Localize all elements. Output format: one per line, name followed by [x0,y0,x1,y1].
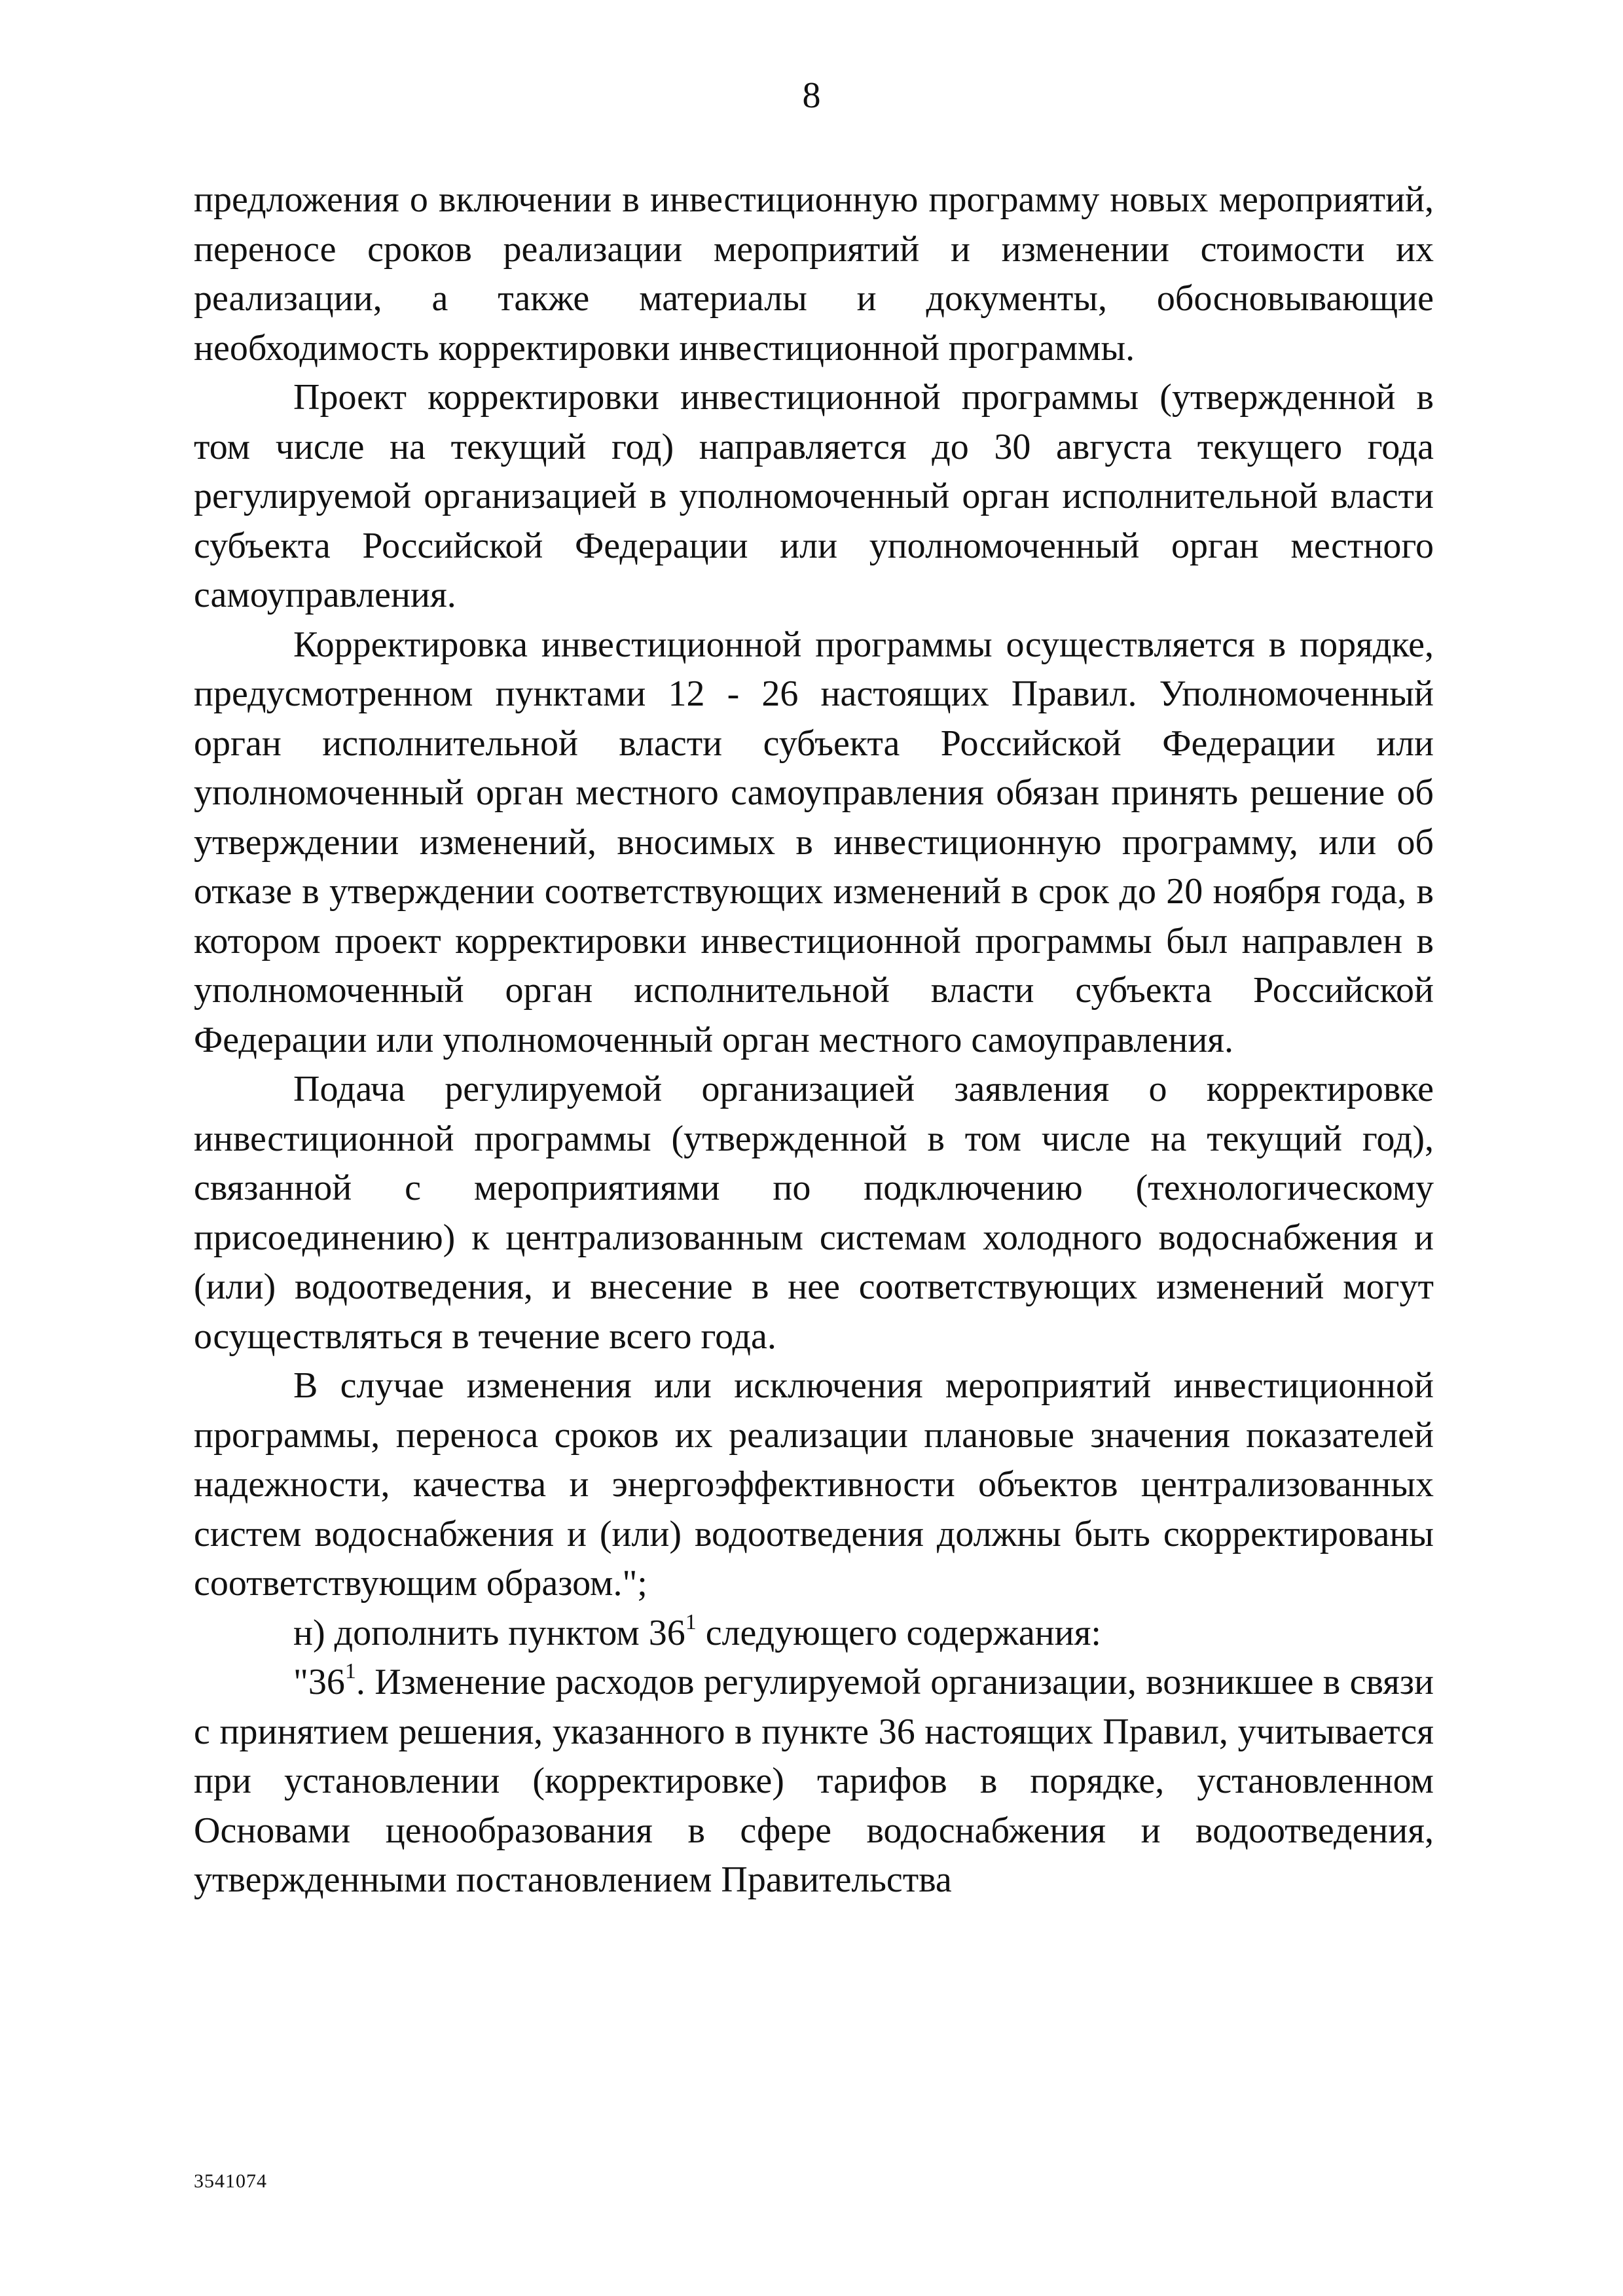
amendment-n-text-end: следующего содержания: [696,1612,1101,1653]
paragraph-correction-procedure: Корректировка инвестиционной программы осуществляется в порядке, предусмотренном пунктами 12 - 26 настоящих Правил. Уполномоченный орган исполнительной власти субъекта Российской Федерации или уполномоченный орган местного самоуправления обязан принять решение об утверждении изменений, вносимых в инвестиционную программу, или об отказе в утверждении соответствующих изменений в срок до 20 ноября года, в котором проект корректировки инвестиционной программы был направлен в уполномоченный орган исполнительной власти субъекта Российской Федерации или уполномоченный орган местного самоуправления. [194,624,1434,1060]
paragraph-amendment-n [194,1609,1434,1659]
paragraph-continuation: предложения о включении в инвестиционную программу новых мероприятий, переносе сроков реализации мероприятий и изменении стоимости их реализации, а также материалы и документы, обосновывающие необходимость корректировки инвестиционной программы. [194,179,1434,368]
paragraph-clause-36-1 [194,1658,1434,1905]
paragraph-indicators-adjustment: В случае изменения или исключения мероприятий инвестиционной программы, переноса сроков их реализации плановые значения показателей надежности, качества и энергоэффективности объектов централизованных систем водоснабжения и (или) водоотведения должны быть скорректированы соответствующим образом."; [194,1365,1434,1604]
document-code: 3541074 [194,2170,267,2192]
paragraph-project-correction: Проект корректировки инвестиционной программы (утвержденной в том числе на текущий год) направляется до 30 августа текущего года регулируемой организацией в уполномоченный орган исполнительной власти субъекта Российской Федерации или уполномоченный орган местного самоуправления. [194,377,1434,615]
amendment-n-text: н) дополнить пунктом 36 [293,1612,685,1653]
document-body [194,175,1434,1905]
clause-superscript: 1 [344,1659,356,1684]
amendment-n-superscript: 1 [685,1609,697,1634]
clause-text: . Изменение расходов регулируемой организации, возникшее в связи с принятием решения, указанного в пункте 36 настоящих Правил, учитывается при установлении (корректировке) тарифов в порядке, установленном Основами ценообразования в сфере водоснабжения и водоотведения, утвержденными постановлением Правительства [194,1662,1434,1900]
clause-number: "36 [293,1662,345,1702]
page-number: 8 [802,75,821,116]
paragraph-application-submission: Подача регулируемой организацией заявления о корректировке инвестиционной программы (утвержденной в том числе на текущий год), связанной с мероприятиями по подключению (технологическому присоединению) к централизованным системам холодного водоснабжения и (или) водоотведения, и внесение в нее соответствующих изменений могут осуществляться в течение всего года. [194,1069,1434,1357]
